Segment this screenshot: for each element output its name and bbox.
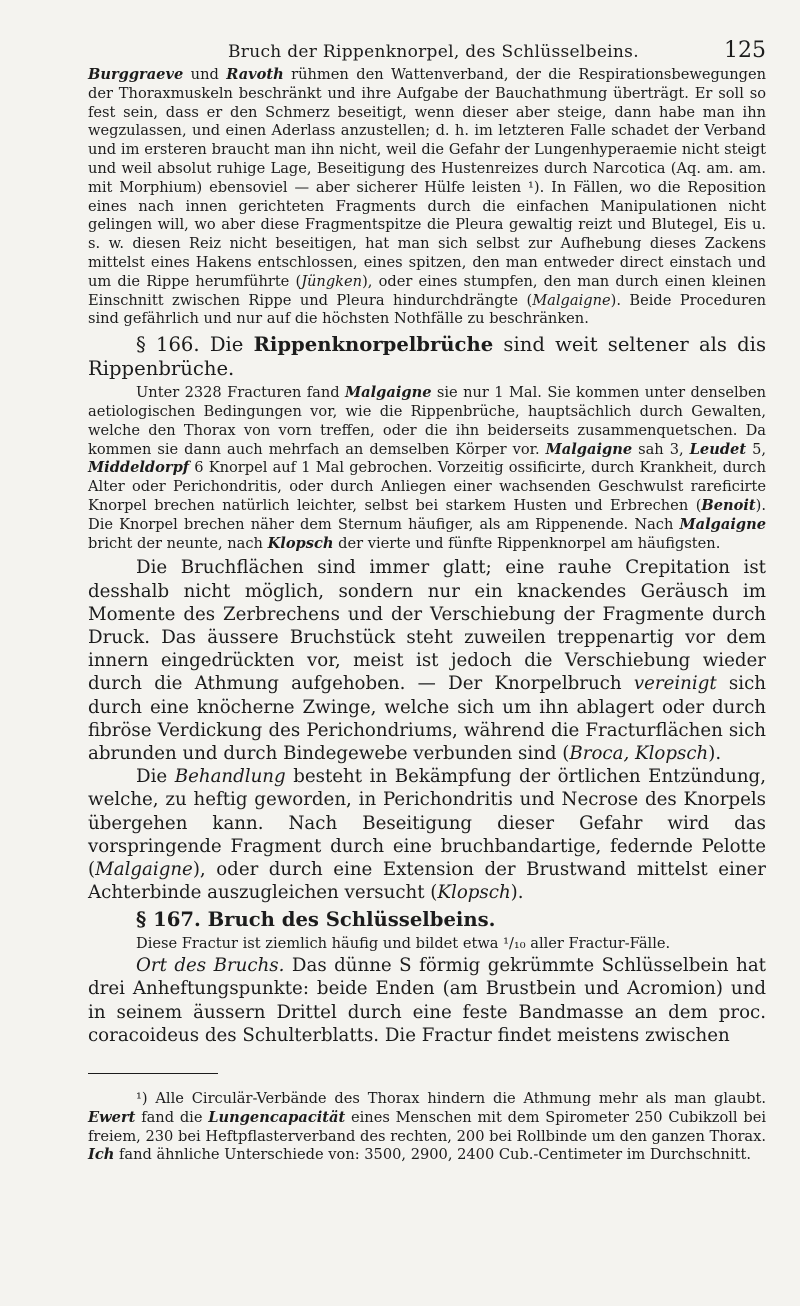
paragraph-behandlung — [88, 765, 766, 904]
text-run: Die — [136, 766, 175, 788]
text-run: bricht der neunte, nach — [88, 534, 268, 552]
author-name: Klopsch — [267, 534, 334, 552]
running-title: Bruch der Rippenknorpel, des Schlüsselbeins. — [228, 42, 639, 62]
text-run: Die Bruchflächen sind immer glatt; eine rauhe Crepitation ist desshalb nicht möglich, sondern nur ein knackendes Geräusch im Momente des Zerbrechens und der Verschiebung der Fragmente durch Druck. Das äussere Bruchstück steht zuweilen treppenartig vor dem innern eingedrückten vor, meist ist jedoch die Verschiebung wieder durch die Athmung aufgehoben. — Der Knorpelbruch — [88, 557, 766, 695]
author-name: Malgaigne — [532, 291, 611, 309]
text-run: ), oder durch eine Extension der Brustwand mittelst einer Achterbinde auszugleichen versucht ( — [88, 858, 766, 904]
emphasis: Lungencapacität — [208, 1108, 346, 1126]
text-run: ¹) Alle Circulär-Verbände des Thorax hindern die Athmung mehr als man glaubt. — [136, 1089, 766, 1107]
author-name: Ravoth — [226, 66, 284, 83]
text-run: eines Menschen mit dem Spirometer 250 Cubikzoll bei freiem, 230 bei Heftpflasterverband des rechten, 200 bei Rollbinde um den ganzen Thorax. — [88, 1108, 767, 1145]
author-name: Broca, Klopsch — [569, 742, 709, 764]
author-name: Leudet — [689, 440, 747, 458]
text-run: sie nur 1 Mal. Sie kommen unter denselben aetiologischen Bedingungen vor, wie die Rippenbrüche, hauptsächlich durch Gewalten, welche den Thorax von vorn treffen, oder die ihn beiderseits zusammenquetschen. Da kommen sie dann auch mehrfach an demselben Körper vor. — [88, 384, 766, 458]
author-name: Jüngken — [301, 272, 363, 290]
footnote-1 — [88, 1090, 766, 1165]
author-name: Malgaigne — [95, 858, 193, 880]
text-run: und — [183, 66, 227, 83]
paragraph-haeufigkeit: Diese Fractur ist ziemlich häufig und bildet etwa ¹/₁₀ aller Fractur-Fälle. — [136, 935, 671, 953]
text-run: sah 3, — [632, 440, 690, 458]
author-name: Benoit — [701, 496, 756, 514]
paragraph-wattenverband — [88, 66, 766, 329]
text-run: rühmen den Wattenverband, der die Respirationsbewegungen der Thoraxmuskeln beschränkt und ihre Aufgabe der Bauchathmung überträgt. Er soll so fest sein, dass er den Schmerz beseitigt, wenn dieser aber steige, dann habe man ihn wegzulassen, und einen Aderlass anzustellen; d. h. im letzteren Falle schadet der Verband und im ersteren braucht man ihn nicht, weil die Gefahr der Lungenhyperaemie nicht steigt und weil absolut ruhige Lage, Beseitigung des Hustenreizes durch Narcotica (Aq. am. am. mit Morphium) ebensoviel — aber sicherer Hülfe leisten ¹). In Fällen, wo die Reposition eines nach innen gerichteten Fragments durch die einfachen Manipulationen nicht gelingen will, wo aber diese Fragmentspitze die Pleura gewaltig reizt und Blutegel, Eis u. s. w. diesen Reiz nicht beseitigen, hat man sich selbst zur Aufhebung dieses Zackens mittelst eines Hakens entschlossen, eines spitzen, den man entweder direct einstach und um die Rippe herumführte ( — [88, 66, 766, 290]
running-head — [88, 30, 766, 66]
author-name: Malgaigne — [679, 515, 766, 533]
text-run: ). — [708, 742, 722, 764]
text-run: 5, — [746, 440, 766, 458]
author-name: Burggraeve — [88, 66, 184, 83]
emphasis: Ort des Bruchs. — [136, 955, 285, 977]
author-name: Malgaigne — [345, 384, 432, 402]
author-name: Middeldorpf — [88, 459, 190, 477]
text-run: ). Die Knorpel brechen näher dem Sternum häufiger, als am Rippenende. Nach — [88, 496, 766, 533]
text-run: ), oder eines stumpfen, den man durch einen kleinen Einschnitt zwischen Rippe und Pleura hindurchdrängte ( — [88, 272, 766, 309]
text-run: sich durch eine knöcherne Zwinge, welche sich um ihn ablagert oder durch fibröse Verdickung des Perichondriums, während die Fracturflächen sich abrunden und durch Bindegewebe verbunden sind ( — [88, 673, 766, 764]
text-run: Das dünne S förmig gekrümmte Schlüsselbein hat drei Anheftungspunkte: beide Enden (am Brustbein und Acromion) und in seinem äussern Drittel durch eine feste Bandmasse an dem proc. coracoideus des Schulterblatts. Die Fractur findet meistens zwischen — [88, 955, 766, 1046]
author-name: Ewert — [88, 1108, 136, 1126]
text-run: 6 Knorpel auf 1 Mal gebrochen. Vorzeitig ossificirte, durch Krankheit, durch Alter oder Perichondritis, oder durch Anliegen einer wachsenden Geschwulst rareficirte Knorpel brechen natürlich leichter, selbst bei starkem Husten und Erbrechen ( — [88, 459, 766, 514]
paragraph-rippenknorpel-aetiologie — [88, 384, 766, 553]
paragraph-ort-des-bruchs — [88, 954, 766, 1047]
section-title: Bruch des Schlüsselbeins. — [200, 908, 496, 932]
section-166-heading — [88, 333, 766, 381]
text-run: ). — [510, 882, 524, 904]
text-run: besteht in Bekämpfung der örtlichen Entzündung, welche, zu heftig geworden, in Perichondritis und Necrose des Knorpels übergehen kann. Nach Beseitigung dieser Gefahr wird das vorspringende Fragment durch eine bruchbandartige, federnde Pelotte ( — [88, 766, 766, 880]
emphasis: Behandlung — [174, 766, 286, 788]
author-name: Klopsch — [437, 882, 511, 904]
text-run: Unter 2328 Fracturen fand — [136, 384, 346, 402]
text-run: ). Beide Proceduren sind gefährlich und nur auf die höchsten Nothfälle zu beschränken. — [88, 291, 766, 328]
emphasis: vereinigt — [633, 673, 717, 695]
section-keyword: Rippenknorpelbrüche — [253, 333, 494, 357]
section-number: § 167. — [136, 908, 201, 932]
text-run: der vierte und fünfte Rippenknorpel am häufigsten. — [333, 534, 721, 552]
text-run: fand die — [135, 1108, 209, 1126]
text-run: sind weit seltener als dis Rippenbrüche. — [88, 333, 767, 381]
paragraph-bruchflaechen — [88, 556, 766, 765]
footnotes — [88, 1090, 766, 1165]
section-167-heading — [88, 908, 766, 932]
footnote-rule — [88, 1073, 218, 1074]
author-name: Ich — [88, 1146, 115, 1164]
page-number: 125 — [724, 38, 766, 63]
text-run: Die — [199, 333, 254, 357]
section-number: § 166. — [136, 333, 200, 357]
author-name: Malgaigne — [545, 440, 633, 458]
text-run: fand ähnliche Unterschiede von: 3500, 2900, 2400 Cub.-Centimeter im Durchschnitt. — [114, 1146, 751, 1164]
